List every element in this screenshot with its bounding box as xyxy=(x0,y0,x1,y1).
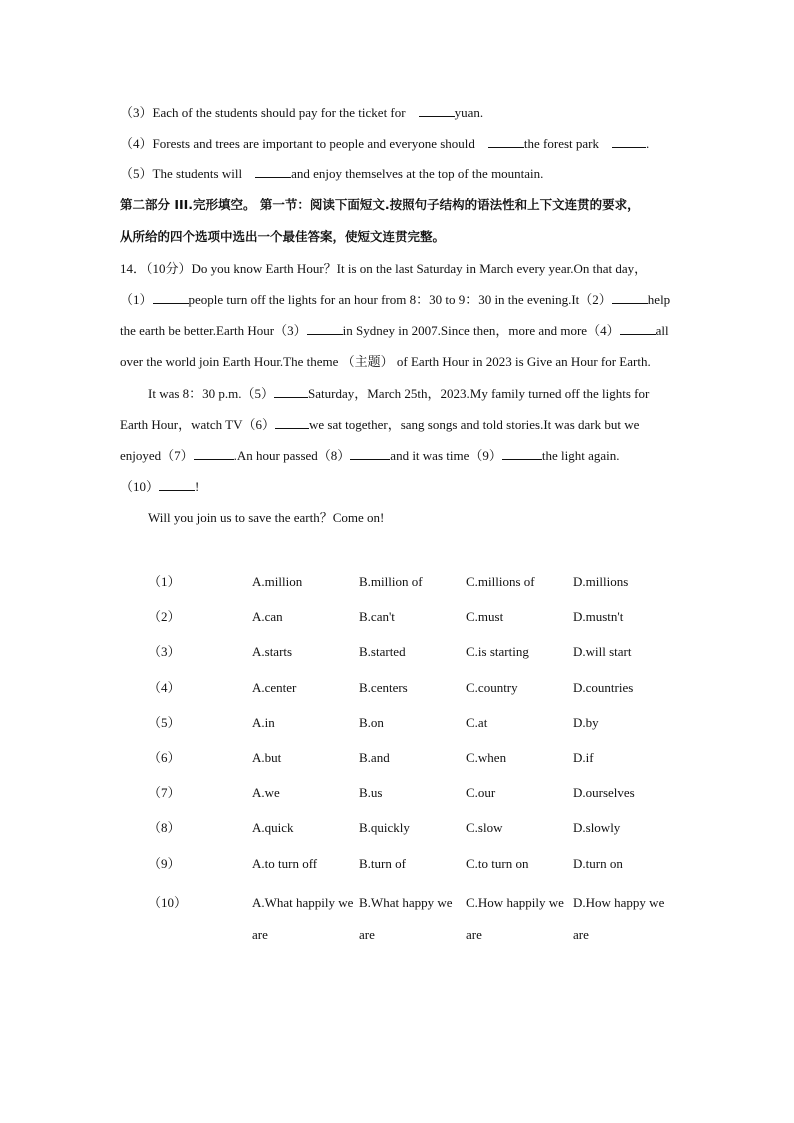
passage-text: ! xyxy=(195,479,200,494)
question-5 xyxy=(120,165,700,183)
option-choice-c[interactable]: C.when xyxy=(466,749,507,765)
option-choice-b[interactable]: B.started xyxy=(359,644,406,660)
passage-line xyxy=(120,447,700,465)
option-row xyxy=(148,711,680,746)
option-choice-b[interactable]: B.turn of xyxy=(359,855,406,871)
options-table xyxy=(148,570,680,951)
option-choice-a[interactable]: A.What happily we are xyxy=(252,894,354,942)
passage-line xyxy=(120,291,700,309)
option-choice-a[interactable]: A.starts xyxy=(252,644,293,660)
option-choice-d[interactable]: D.slowly xyxy=(573,820,621,836)
answer-blank[interactable] xyxy=(274,385,308,398)
blank-number: （10） xyxy=(120,479,160,494)
question-text: the forest park xyxy=(523,136,599,151)
option-choice-c[interactable]: C.How happily we are xyxy=(466,894,564,942)
answer-blank[interactable] xyxy=(620,322,656,335)
option-choice-d[interactable]: D.if xyxy=(573,749,594,765)
option-row-number: （4） xyxy=(148,679,181,695)
option-row xyxy=(148,852,680,887)
option-choice-d[interactable]: D.ourselves xyxy=(573,785,635,801)
option-choice-d[interactable]: D.by xyxy=(573,714,599,730)
passage-text: Earth Hour，watch TV（6） xyxy=(120,417,276,432)
option-choice-a[interactable]: A.can xyxy=(252,609,283,625)
option-choice-c[interactable]: C.millions of xyxy=(466,574,535,589)
question-number: （5） xyxy=(120,166,153,181)
option-choice-c[interactable]: C.our xyxy=(466,785,496,801)
passage-line xyxy=(148,385,700,403)
option-choice-b[interactable]: B.can't xyxy=(359,609,395,625)
passage-text: people turn off the lights for an hour from 8：30 to 9：30 in the evening.It（2） xyxy=(188,292,612,307)
option-choice-d[interactable]: D.millions xyxy=(573,574,629,589)
answer-blank[interactable] xyxy=(153,291,189,304)
option-row xyxy=(148,570,680,605)
passage-line: Will you join us to save the earth？Come on! xyxy=(148,510,385,525)
option-choice-b[interactable]: B.million of xyxy=(359,574,423,589)
option-choice-c[interactable]: C.to turn on xyxy=(466,855,529,871)
passage-line: 14．（10分）Do you know Earth Hour？It is on the last Saturday in March every year.On that day， xyxy=(120,261,648,276)
passage-line xyxy=(120,416,700,434)
option-choice-a[interactable]: A.quick xyxy=(252,820,294,836)
blank-number: （1） xyxy=(120,292,153,307)
answer-blank[interactable] xyxy=(159,478,195,491)
option-row-number: （7） xyxy=(148,785,181,801)
option-choice-b[interactable]: B.us xyxy=(359,785,383,801)
passage-line xyxy=(120,478,700,496)
option-choice-a[interactable]: A.center xyxy=(252,679,297,695)
question-number: （4） xyxy=(120,136,153,151)
option-row-number: （8） xyxy=(148,820,181,836)
answer-blank[interactable] xyxy=(502,447,542,460)
answer-blank[interactable] xyxy=(275,416,309,429)
question-text: Forests and trees are important to people and everyone should xyxy=(152,136,475,151)
option-choice-b[interactable]: B.centers xyxy=(359,679,408,695)
option-row-number: （2） xyxy=(148,609,181,625)
option-row-number: （3） xyxy=(148,644,181,660)
option-choice-a[interactable]: A.but xyxy=(252,749,282,765)
passage-text: help xyxy=(647,292,671,307)
passage-text: we sat together，sang songs and told stories.It was dark but we xyxy=(309,417,640,432)
option-row-number: （5） xyxy=(148,714,181,730)
question-text: and enjoy themselves at the top of the mountain. xyxy=(291,166,544,181)
option-row xyxy=(148,605,680,640)
answer-blank[interactable] xyxy=(350,447,390,460)
question-text: The students will xyxy=(152,166,243,181)
option-row xyxy=(148,640,680,675)
answer-blank[interactable] xyxy=(612,291,648,304)
option-choice-a[interactable]: A.million xyxy=(252,574,303,589)
option-choice-d[interactable]: D.will start xyxy=(573,644,632,660)
answer-blank[interactable] xyxy=(194,447,234,460)
passage-line: over the world join Earth Hour.The theme （主题） of Earth Hour in 2023 is Give an Hour for Earth. xyxy=(120,354,651,369)
option-row-number: （1） xyxy=(148,574,181,589)
passage-line xyxy=(120,322,700,340)
passage-text: .An hour passed（8） xyxy=(233,448,351,463)
option-choice-b[interactable]: B.What happy we are xyxy=(359,894,453,942)
section-header-line-1: 第二部分 III.完形填空。 第一节：阅读下面短文.按照句子结构的语法性和上下文连贯的要求， xyxy=(120,197,640,212)
passage-text: enjoyed（7） xyxy=(120,448,194,463)
option-choice-b[interactable]: B.on xyxy=(359,714,384,730)
answer-blank[interactable] xyxy=(419,104,455,117)
passage-text: the earth be better.Earth Hour（3） xyxy=(120,323,307,338)
passage-text: the light again. xyxy=(541,448,620,463)
passage-text: all xyxy=(655,323,669,338)
option-row xyxy=(148,746,680,781)
passage-text: and it was time（9） xyxy=(390,448,502,463)
option-choice-c[interactable]: C.country xyxy=(466,679,518,695)
answer-blank[interactable] xyxy=(488,135,524,148)
option-row xyxy=(148,781,680,816)
question-text: Each of the students should pay for the ticket for xyxy=(152,105,406,120)
answer-blank[interactable] xyxy=(255,165,291,178)
option-choice-a[interactable]: A.we xyxy=(252,785,280,801)
passage-text: It was 8：30 p.m.（5） xyxy=(148,386,275,401)
option-row-number: （10） xyxy=(148,894,188,910)
option-row xyxy=(148,816,680,851)
option-row xyxy=(148,887,680,951)
section-header-line-2: 从所给的四个选项中选出一个最佳答案，使短文连贯完整。 xyxy=(120,229,446,244)
option-choice-b[interactable]: B.quickly xyxy=(359,820,410,836)
passage-text: in Sydney in 2007.Since then，more and more（4） xyxy=(342,323,620,338)
option-choice-c[interactable]: C.is starting xyxy=(466,644,529,660)
question-text: yuan. xyxy=(454,105,484,120)
question-text: . xyxy=(646,136,650,151)
option-choice-a[interactable]: A.to turn off xyxy=(252,855,318,871)
option-choice-b[interactable]: B.and xyxy=(359,749,390,765)
passage-text: Saturday，March 25th，2023.My family turned off the lights for xyxy=(308,386,650,401)
option-row-number: （9） xyxy=(148,855,181,871)
option-choice-c[interactable]: C.at xyxy=(466,714,488,730)
option-choice-a[interactable]: A.in xyxy=(252,714,275,730)
question-number: （3） xyxy=(120,105,153,120)
option-row xyxy=(148,676,680,711)
question-4 xyxy=(120,135,700,153)
question-3 xyxy=(120,104,700,122)
option-choice-c[interactable]: C.must xyxy=(466,609,504,625)
answer-blank[interactable] xyxy=(612,135,646,148)
option-choice-c[interactable]: C.slow xyxy=(466,820,503,836)
option-row-number: （6） xyxy=(148,749,181,765)
answer-blank[interactable] xyxy=(307,322,343,335)
option-choice-d[interactable]: D.mustn't xyxy=(573,609,624,625)
option-choice-d[interactable]: D.countries xyxy=(573,679,634,695)
option-choice-d[interactable]: D.How happy we are xyxy=(573,894,665,942)
option-choice-d[interactable]: D.turn on xyxy=(573,855,623,871)
